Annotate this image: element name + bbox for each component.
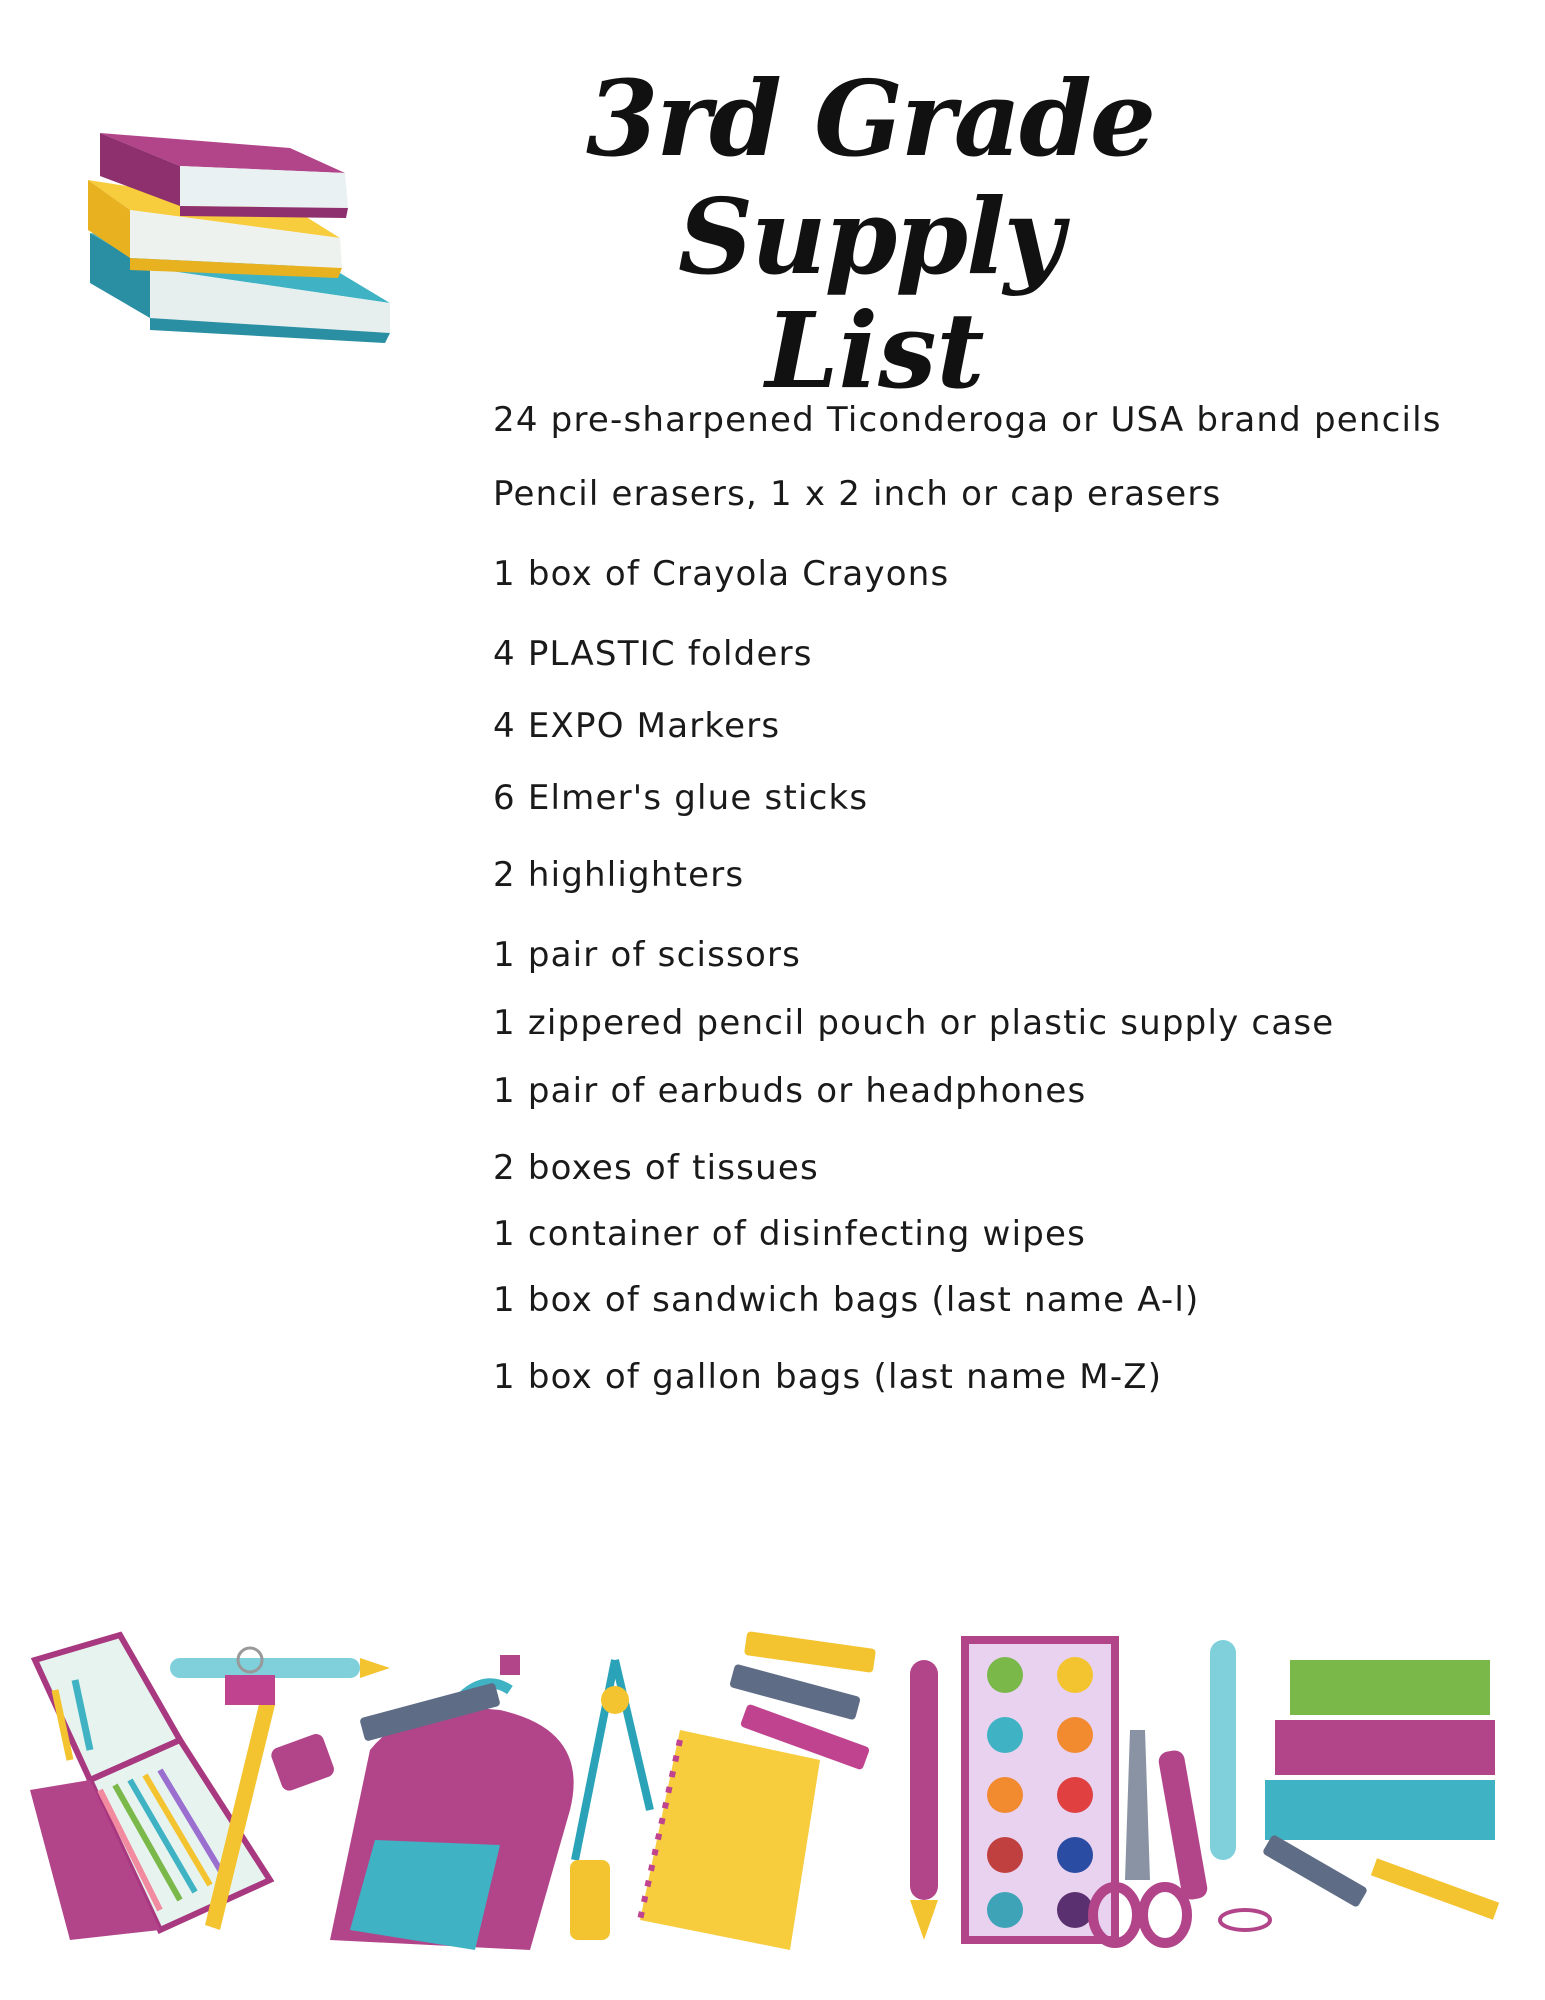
- paper-clip-icon: [1220, 1910, 1270, 1930]
- highlighter-icon: [570, 1860, 610, 1940]
- supply-item: 1 box of sandwich bags (last name A-l): [493, 1280, 1200, 1320]
- fountain-pen-icon: [1157, 1749, 1209, 1901]
- supply-item: 1 box of gallon bags (last name M-Z): [493, 1357, 1163, 1397]
- pen-icon: [910, 1660, 938, 1940]
- supply-item: 2 highlighters: [493, 855, 745, 895]
- book-stack-icon: [1265, 1660, 1495, 1840]
- supply-item: 4 PLASTIC folders: [493, 634, 813, 674]
- crayon-icon: [1262, 1834, 1368, 1908]
- notebook-icon: [640, 1730, 820, 1950]
- binder-clip-icon: [225, 1648, 275, 1705]
- supply-item: 1 pair of scissors: [493, 935, 802, 975]
- supply-item: Pencil erasers, 1 x 2 inch or cap erasers: [493, 474, 1222, 514]
- book-stack-illustration: [80, 118, 400, 343]
- pen-icon: [1210, 1640, 1236, 1860]
- school-supplies-border: [30, 1630, 1510, 1950]
- page-title: [440, 57, 1300, 412]
- pencil-icon: [1371, 1858, 1499, 1919]
- sharpener-icon: [269, 1732, 336, 1793]
- watercolor-palette-icon: [965, 1640, 1115, 1940]
- supply-item: 4 EXPO Markers: [493, 706, 781, 746]
- supply-item: 24 pre-sharpened Ticonderoga or USA brand pencils: [493, 400, 1442, 440]
- supply-item: 1 zippered pencil pouch or plastic supply case: [493, 1003, 1335, 1043]
- pen-icon: [170, 1658, 390, 1678]
- title-line-1: 3rd Grade Supply: [586, 57, 1154, 298]
- supply-item: 2 boxes of tissues: [493, 1148, 819, 1188]
- supply-item: 1 box of Crayola Crayons: [493, 554, 950, 594]
- supply-item: 1 container of disinfecting wipes: [493, 1214, 1087, 1254]
- compass-icon: [575, 1660, 650, 1860]
- title-line-2: List: [765, 289, 985, 412]
- supply-item: 1 pair of earbuds or headphones: [493, 1071, 1087, 1111]
- supply-item: 6 Elmer's glue sticks: [493, 778, 869, 818]
